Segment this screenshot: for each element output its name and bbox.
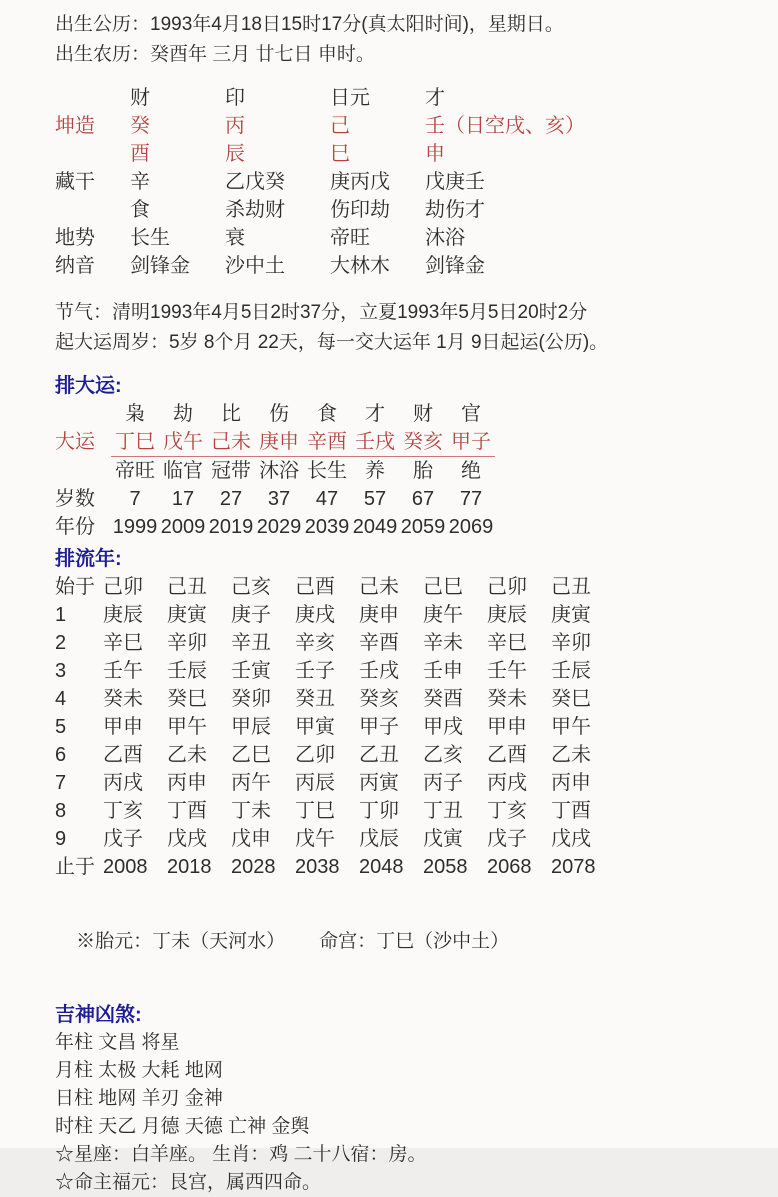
hour-pillar-cell: 劫伤才 bbox=[425, 199, 485, 221]
liunian-cell: 2048 bbox=[359, 856, 404, 878]
liunian-table-row bbox=[55, 769, 758, 797]
liunian-cell: 庚辰 bbox=[487, 604, 527, 626]
dayun-cell: 2069 bbox=[448, 516, 494, 538]
pillar-table-row bbox=[55, 224, 758, 252]
liunian-cell: 己丑 bbox=[167, 576, 207, 598]
dayun-cell: 47 bbox=[315, 488, 339, 510]
pillar-row-label bbox=[55, 196, 130, 224]
dayun-row-label bbox=[55, 400, 111, 428]
liunian-cell: 丙午 bbox=[231, 772, 271, 794]
dayun-table-row bbox=[55, 457, 758, 485]
day-pillar-cell: 大林木 bbox=[330, 255, 390, 277]
dayun-row-cells bbox=[111, 428, 495, 457]
liunian-section-heading: 排流年: bbox=[55, 548, 122, 570]
hour-pillar-cell: 申 bbox=[425, 143, 445, 165]
day-pillar-cell: 伤印劫 bbox=[330, 199, 390, 221]
day-pillar-cell: 日元 bbox=[330, 87, 370, 109]
year-pillar-cell: 剑锋金 bbox=[130, 255, 190, 277]
dayun-cell: 2039 bbox=[304, 516, 350, 538]
dayun-cell: 甲子 bbox=[451, 431, 491, 453]
pillar-row-label: 地势 bbox=[55, 227, 95, 249]
pillar-table-row bbox=[55, 140, 758, 168]
dayun-row-label: 大运 bbox=[55, 431, 95, 453]
dayun-row-cells bbox=[111, 485, 495, 513]
year-pillar-cell: 财 bbox=[130, 87, 150, 109]
liunian-cell: 癸巳 bbox=[167, 688, 207, 710]
liunian-cell: 庚申 bbox=[359, 604, 399, 626]
pillar-row-label bbox=[55, 84, 130, 112]
liunian-cell: 辛酉 bbox=[359, 632, 399, 654]
pillar-table-row bbox=[55, 168, 758, 196]
day-pillar-cell: 己 bbox=[330, 115, 350, 137]
liunian-cell: 辛未 bbox=[423, 632, 463, 654]
liunian-cell: 丙子 bbox=[423, 772, 463, 794]
liunian-cell: 辛巳 bbox=[487, 632, 527, 654]
pillar-row-label: 坤造 bbox=[55, 115, 95, 137]
liunian-cell: 庚辰 bbox=[103, 604, 143, 626]
liunian-cell: 2038 bbox=[295, 856, 340, 878]
liunian-cell: 甲辰 bbox=[231, 716, 271, 738]
liunian-cell: 甲午 bbox=[167, 716, 207, 738]
dayun-cell: 癸亥 bbox=[403, 431, 443, 453]
liunian-cell: 庚子 bbox=[231, 604, 271, 626]
liunian-cell: 甲寅 bbox=[295, 716, 335, 738]
liunian-row-label: 3 bbox=[55, 660, 67, 682]
dayun-cell: 1999 bbox=[112, 516, 158, 538]
month-pillar-cell: 衰 bbox=[225, 227, 245, 249]
dayun-cell: 临官 bbox=[163, 460, 203, 482]
year-pillar-cell: 癸 bbox=[130, 115, 150, 137]
liunian-cell: 丁丑 bbox=[423, 800, 463, 822]
dayun-cell: 长生 bbox=[307, 460, 347, 482]
liunian-cell: 乙卯 bbox=[295, 744, 335, 766]
dayun-row-cells bbox=[111, 400, 495, 428]
liunian-cell: 甲子 bbox=[359, 716, 399, 738]
dayun-cell: 2019 bbox=[208, 516, 254, 538]
liunian-cell: 丁亥 bbox=[487, 800, 527, 822]
liunian-cell: 辛卯 bbox=[167, 632, 207, 654]
minggong-text: 命宫：丁巳（沙中土） bbox=[319, 931, 510, 952]
day-pillar-cell: 庚丙戊 bbox=[330, 171, 390, 193]
liunian-cell: 己酉 bbox=[295, 576, 335, 598]
liunian-cell: 乙亥 bbox=[423, 744, 463, 766]
dayun-section-heading: 排大运: bbox=[55, 375, 122, 397]
dayun-cell: 17 bbox=[171, 488, 195, 510]
dayun-cell: 壬戌 bbox=[355, 431, 395, 453]
liunian-cell: 丁卯 bbox=[359, 800, 399, 822]
liunian-cell: 乙酉 bbox=[103, 744, 143, 766]
dayun-cell: 己未 bbox=[211, 431, 251, 453]
liunian-table-row bbox=[55, 685, 758, 713]
liunian-cell: 丁酉 bbox=[551, 800, 591, 822]
liunian-cell: 戊辰 bbox=[359, 828, 399, 850]
liunian-cell: 甲申 bbox=[487, 716, 527, 738]
liunian-table-row bbox=[55, 853, 758, 881]
dayun-start-age-line: 起大运周岁：5岁 8个月 22天，每一交大运年 1月 9日起运(公历)。 bbox=[55, 332, 609, 353]
mingzhu-fuyuan-line: ☆命主福元：艮宫，属西四命。 bbox=[55, 1172, 322, 1193]
liunian-cell: 2058 bbox=[423, 856, 468, 878]
shensha-line-hour-pillar: 时柱 天乙 月德 天德 亡神 金舆 bbox=[55, 1116, 310, 1137]
dayun-table-row bbox=[55, 428, 758, 457]
year-pillar-cell: 辛 bbox=[130, 171, 150, 193]
hour-pillar-cell: 戊庚壬 bbox=[425, 171, 485, 193]
liunian-cell: 癸卯 bbox=[231, 688, 271, 710]
dayun-cell: 比 bbox=[221, 403, 241, 425]
taiyuan-minggong-line bbox=[55, 897, 758, 987]
dayun-table-row bbox=[55, 400, 758, 428]
dayun-cell: 庚申 bbox=[259, 431, 299, 453]
liunian-cell: 乙未 bbox=[551, 744, 591, 766]
dayun-row-label bbox=[55, 457, 111, 485]
liunian-cell: 己巳 bbox=[423, 576, 463, 598]
birth-gregorian-line: 出生公历：1993年4月18日15时17分(真太阳时间)，星期日。 bbox=[55, 14, 564, 35]
liunian-cell: 戊子 bbox=[487, 828, 527, 850]
liunian-table-row bbox=[55, 797, 758, 825]
liunian-cell: 戊戌 bbox=[551, 828, 591, 850]
liunian-row-label: 9 bbox=[55, 828, 67, 850]
four-pillars-table bbox=[55, 84, 758, 280]
dayun-cell: 2049 bbox=[352, 516, 398, 538]
shensha-line-year-pillar: 年柱 文昌 将星 bbox=[55, 1032, 180, 1053]
dayun-cell: 丁巳 bbox=[115, 431, 155, 453]
taiyuan-text: ※胎元：丁未（天河水） bbox=[76, 931, 286, 952]
shensha-section-heading: 吉神凶煞: bbox=[55, 1004, 142, 1026]
liunian-cell: 辛丑 bbox=[231, 632, 271, 654]
liunian-cell: 2028 bbox=[231, 856, 276, 878]
dayun-table-row bbox=[55, 513, 758, 541]
liunian-cell: 戊申 bbox=[231, 828, 271, 850]
liunian-cell: 壬子 bbox=[295, 660, 335, 682]
liunian-cell: 丁酉 bbox=[167, 800, 207, 822]
liunian-cell: 辛亥 bbox=[295, 632, 335, 654]
liunian-table bbox=[55, 573, 758, 881]
liunian-cell: 丙辰 bbox=[295, 772, 335, 794]
liunian-cell: 甲申 bbox=[103, 716, 143, 738]
liunian-row-label: 2 bbox=[55, 632, 67, 654]
liunian-cell: 癸丑 bbox=[295, 688, 335, 710]
liunian-cell: 庚戌 bbox=[295, 604, 335, 626]
liunian-cell: 庚午 bbox=[423, 604, 463, 626]
liunian-table-row bbox=[55, 713, 758, 741]
liunian-cell: 乙酉 bbox=[487, 744, 527, 766]
dayun-row-label: 岁数 bbox=[55, 488, 95, 510]
year-pillar-cell: 长生 bbox=[130, 227, 170, 249]
dayun-cell: 戊午 bbox=[163, 431, 203, 453]
month-pillar-cell: 印 bbox=[225, 87, 245, 109]
dayun-table-row bbox=[55, 485, 758, 513]
day-pillar-cell: 帝旺 bbox=[330, 227, 370, 249]
liunian-cell: 壬戌 bbox=[359, 660, 399, 682]
pillar-row-label bbox=[55, 140, 130, 168]
liunian-cell: 丙戌 bbox=[103, 772, 143, 794]
liunian-table-row bbox=[55, 601, 758, 629]
dayun-cell: 绝 bbox=[461, 460, 481, 482]
liunian-cell: 己未 bbox=[359, 576, 399, 598]
dayun-cell: 食 bbox=[317, 403, 337, 425]
liunian-cell: 2008 bbox=[103, 856, 148, 878]
pillar-table-row bbox=[55, 84, 758, 112]
month-pillar-cell: 杀劫财 bbox=[225, 199, 285, 221]
hour-pillar-cell: 沐浴 bbox=[425, 227, 465, 249]
liunian-row-label: 5 bbox=[55, 716, 67, 738]
month-pillar-cell: 丙 bbox=[225, 115, 245, 137]
pillar-table-row bbox=[55, 196, 758, 224]
liunian-cell: 丙寅 bbox=[359, 772, 399, 794]
liunian-cell: 2078 bbox=[551, 856, 596, 878]
liunian-cell: 壬辰 bbox=[167, 660, 207, 682]
liunian-cell: 乙丑 bbox=[359, 744, 399, 766]
liunian-cell: 戊午 bbox=[295, 828, 335, 850]
liunian-cell: 己亥 bbox=[231, 576, 271, 598]
liunian-cell: 戊寅 bbox=[423, 828, 463, 850]
liunian-cell: 戊戌 bbox=[167, 828, 207, 850]
liunian-cell: 癸酉 bbox=[423, 688, 463, 710]
dayun-cell: 37 bbox=[267, 488, 291, 510]
liunian-cell: 丁巳 bbox=[295, 800, 335, 822]
dayun-cell: 2009 bbox=[160, 516, 206, 538]
liunian-cell: 己卯 bbox=[103, 576, 143, 598]
hour-pillar-cell: 壬（日空戌、亥） bbox=[425, 115, 585, 137]
liunian-cell: 2068 bbox=[487, 856, 532, 878]
liunian-table-row bbox=[55, 629, 758, 657]
dayun-table bbox=[55, 400, 758, 541]
year-pillar-cell: 食 bbox=[130, 199, 150, 221]
dayun-cell: 冠带 bbox=[211, 460, 251, 482]
month-pillar-cell: 沙中土 bbox=[225, 255, 285, 277]
liunian-cell: 癸巳 bbox=[551, 688, 591, 710]
liunian-cell: 丁未 bbox=[231, 800, 271, 822]
liunian-row-label: 8 bbox=[55, 800, 67, 822]
liunian-table-row bbox=[55, 741, 758, 769]
dayun-cell: 才 bbox=[365, 403, 385, 425]
liunian-cell: 庚寅 bbox=[551, 604, 591, 626]
liunian-cell: 丙戌 bbox=[487, 772, 527, 794]
liunian-cell: 己卯 bbox=[487, 576, 527, 598]
pillar-table-row bbox=[55, 112, 758, 140]
solar-terms-line: 节气：清明1993年4月5日2时37分，立夏1993年5月5日20时2分 bbox=[55, 302, 588, 323]
liunian-row-label: 1 bbox=[55, 604, 67, 626]
liunian-table-row bbox=[55, 657, 758, 685]
dayun-row-cells bbox=[111, 457, 495, 485]
liunian-cell: 己丑 bbox=[551, 576, 591, 598]
dayun-row-cells bbox=[111, 513, 495, 541]
dayun-cell: 胎 bbox=[413, 460, 433, 482]
dayun-cell: 养 bbox=[365, 460, 385, 482]
liunian-row-label: 始于 bbox=[55, 576, 95, 598]
liunian-cell: 丁亥 bbox=[103, 800, 143, 822]
liunian-cell: 丙申 bbox=[551, 772, 591, 794]
liunian-cell: 甲午 bbox=[551, 716, 591, 738]
dayun-cell: 2059 bbox=[400, 516, 446, 538]
year-pillar-cell: 酉 bbox=[130, 143, 150, 165]
liunian-cell: 甲戌 bbox=[423, 716, 463, 738]
dayun-cell: 67 bbox=[411, 488, 435, 510]
dayun-cell: 劫 bbox=[173, 403, 193, 425]
dayun-cell: 57 bbox=[363, 488, 387, 510]
liunian-cell: 辛卯 bbox=[551, 632, 591, 654]
birth-lunar-line: 出生农历：癸酉年 三月 廿七日 申时。 bbox=[55, 44, 375, 65]
dayun-cell: 枭 bbox=[125, 403, 145, 425]
liunian-cell: 壬午 bbox=[103, 660, 143, 682]
dayun-cell: 伤 bbox=[269, 403, 289, 425]
dayun-cell: 帝旺 bbox=[115, 460, 155, 482]
liunian-row-label: 止于 bbox=[55, 856, 95, 878]
liunian-cell: 辛巳 bbox=[103, 632, 143, 654]
liunian-cell: 丙申 bbox=[167, 772, 207, 794]
liunian-row-label: 7 bbox=[55, 772, 67, 794]
liunian-row-label: 4 bbox=[55, 688, 67, 710]
liunian-cell: 乙巳 bbox=[231, 744, 271, 766]
dayun-cell: 27 bbox=[219, 488, 243, 510]
liunian-cell: 癸未 bbox=[487, 688, 527, 710]
pillar-table-row bbox=[55, 252, 758, 280]
dayun-row-label: 年份 bbox=[55, 516, 95, 538]
month-pillar-cell: 乙戊癸 bbox=[225, 171, 285, 193]
pillar-row-label: 纳音 bbox=[55, 255, 95, 277]
pillar-row-label: 藏干 bbox=[55, 171, 95, 193]
liunian-cell: 壬午 bbox=[487, 660, 527, 682]
shensha-line-month-pillar: 月柱 太极 大耗 地网 bbox=[55, 1060, 223, 1081]
liunian-table-row bbox=[55, 573, 758, 601]
zodiac-constellation-line: ☆星座：白羊座。 生肖：鸡 二十八宿：房。 bbox=[55, 1144, 427, 1165]
liunian-table-row bbox=[55, 825, 758, 853]
dayun-cell: 77 bbox=[459, 488, 483, 510]
liunian-cell: 庚寅 bbox=[167, 604, 207, 626]
shensha-line-day-pillar: 日柱 地网 羊刃 金神 bbox=[55, 1088, 223, 1109]
month-pillar-cell: 辰 bbox=[225, 143, 245, 165]
hour-pillar-cell: 剑锋金 bbox=[425, 255, 485, 277]
liunian-cell: 2018 bbox=[167, 856, 212, 878]
day-pillar-cell: 巳 bbox=[330, 143, 350, 165]
liunian-cell: 乙未 bbox=[167, 744, 207, 766]
liunian-cell: 戊子 bbox=[103, 828, 143, 850]
liunian-row-label: 6 bbox=[55, 744, 67, 766]
dayun-cell: 财 bbox=[413, 403, 433, 425]
dayun-cell: 2029 bbox=[256, 516, 302, 538]
liunian-cell: 壬辰 bbox=[551, 660, 591, 682]
hour-pillar-cell: 才 bbox=[425, 87, 445, 109]
liunian-cell: 癸未 bbox=[103, 688, 143, 710]
dayun-cell: 辛酉 bbox=[307, 431, 347, 453]
liunian-cell: 壬申 bbox=[423, 660, 463, 682]
liunian-cell: 癸亥 bbox=[359, 688, 399, 710]
dayun-cell: 沐浴 bbox=[259, 460, 299, 482]
dayun-cell: 官 bbox=[461, 403, 481, 425]
liunian-cell: 壬寅 bbox=[231, 660, 271, 682]
dayun-cell: 7 bbox=[129, 488, 141, 510]
